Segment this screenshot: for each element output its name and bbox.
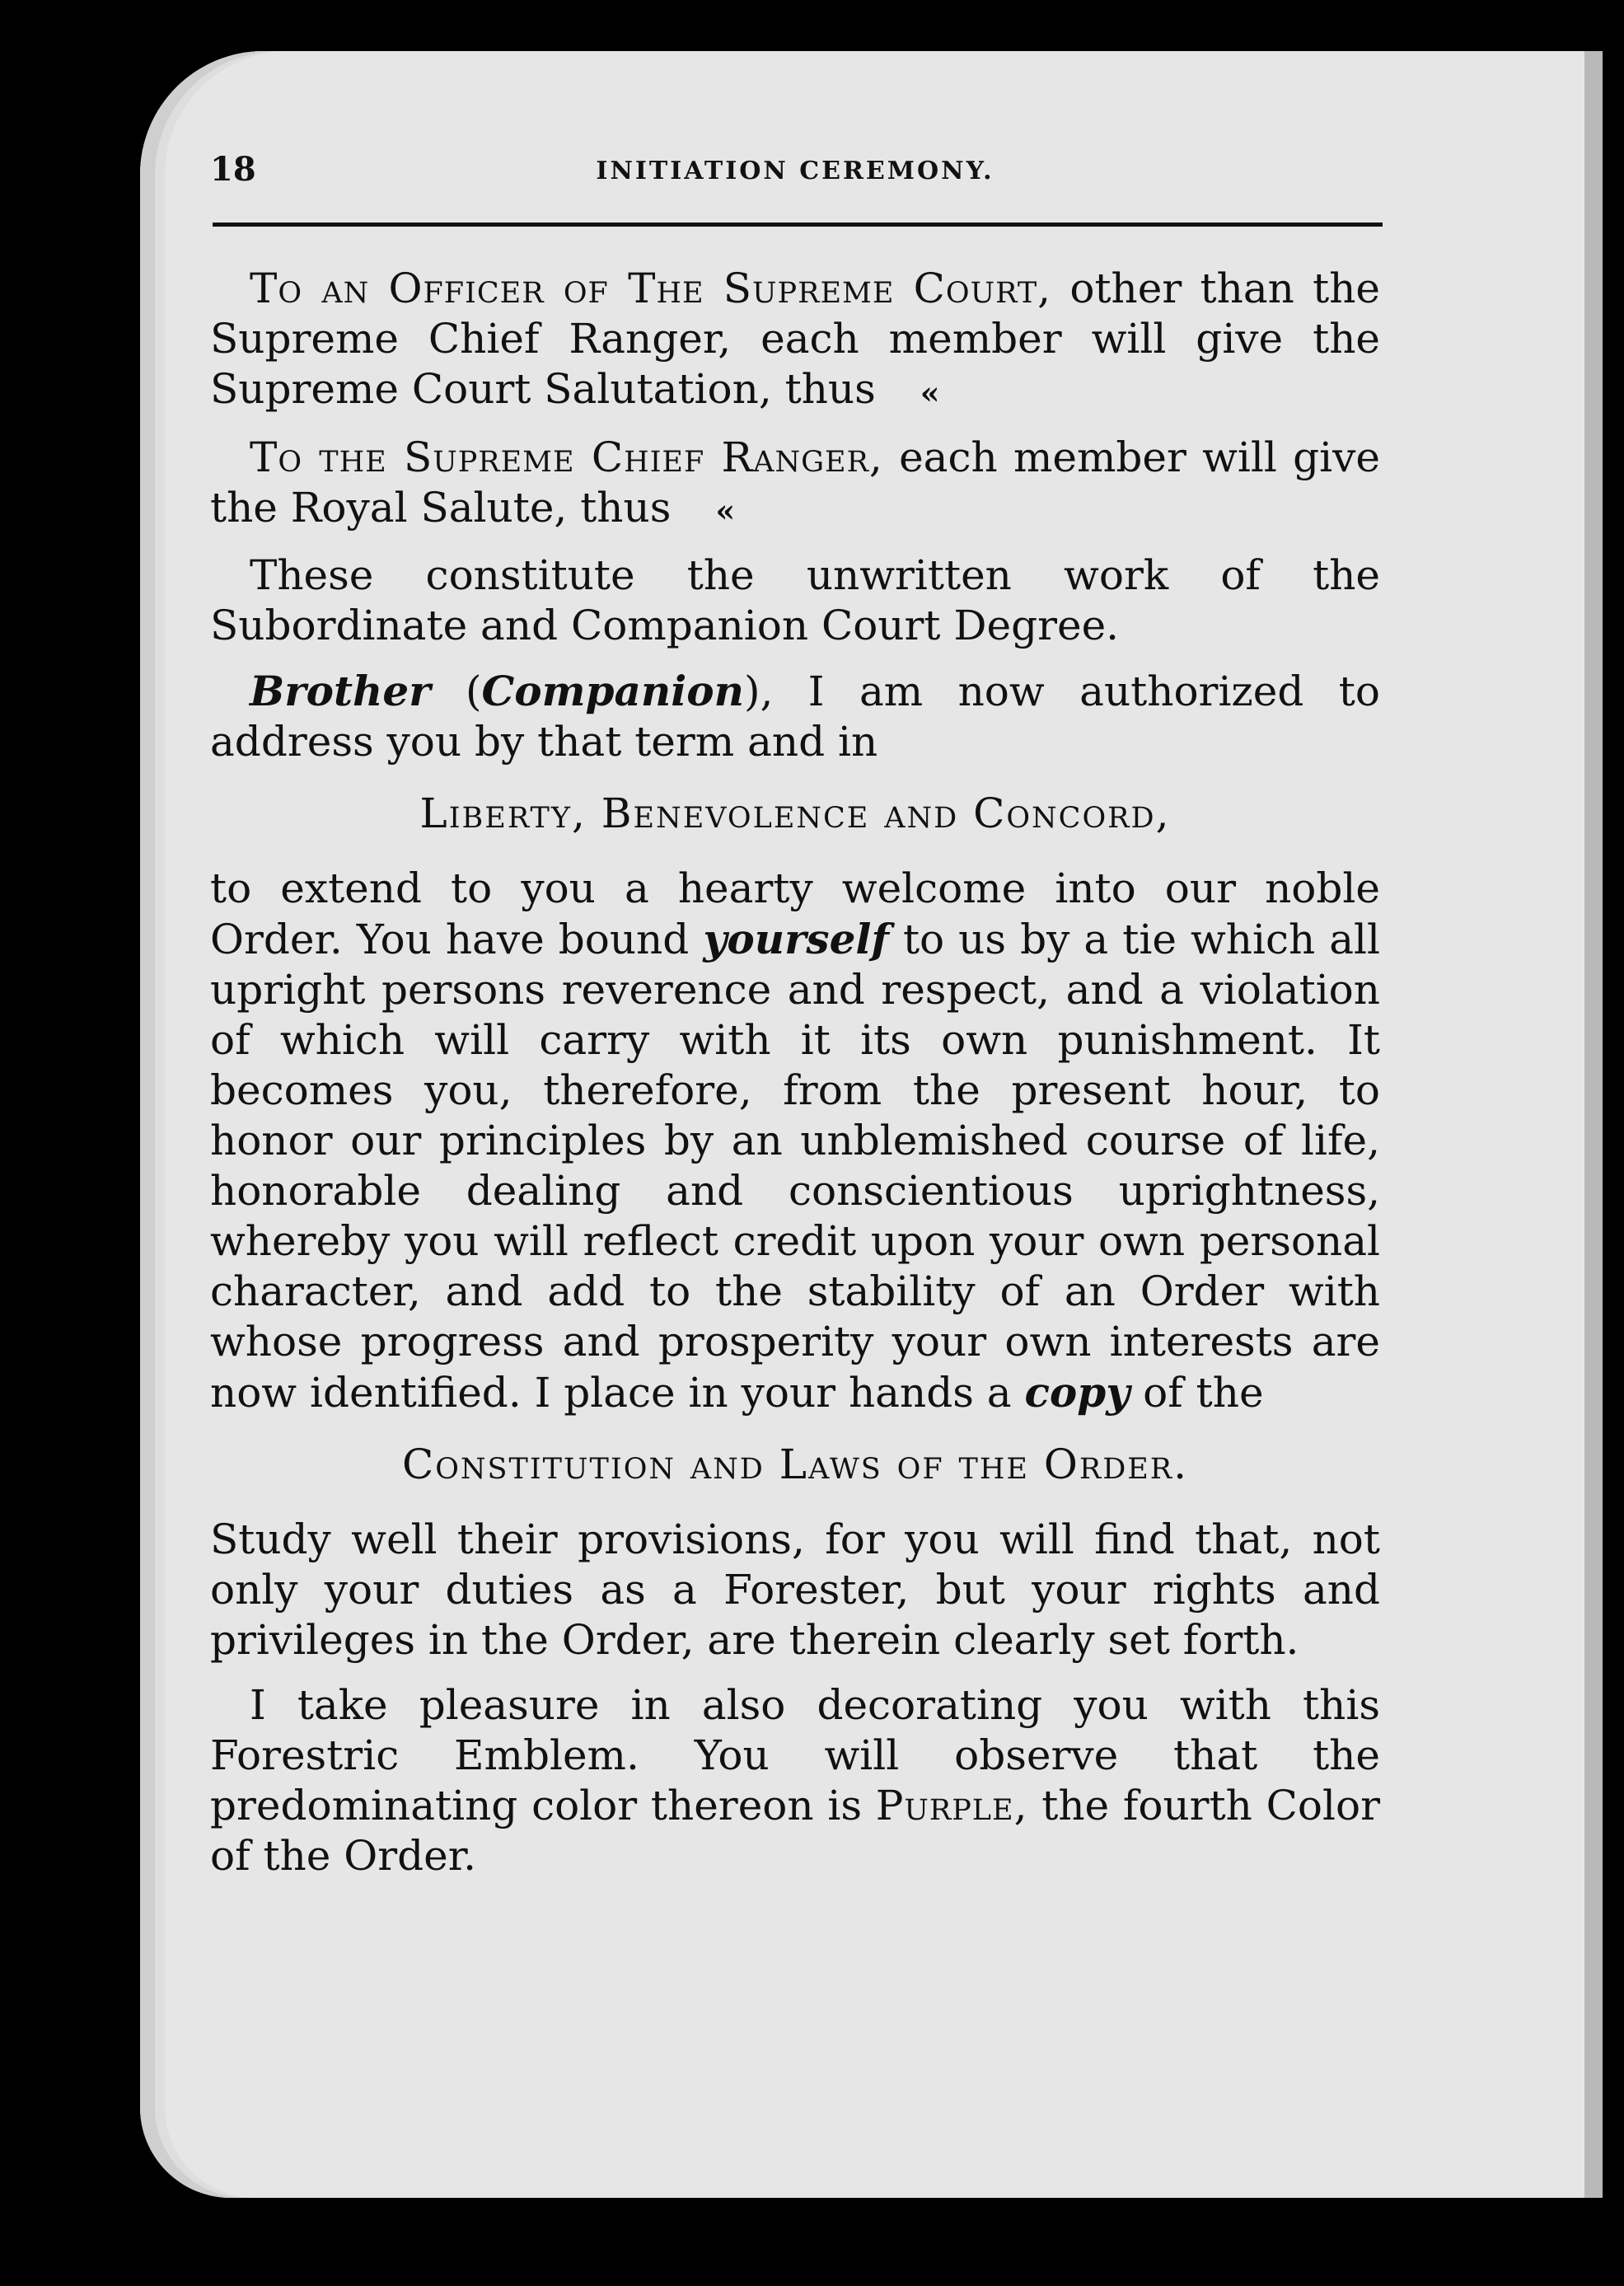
- paragraph-text: other than the Supreme Chief Ranger, each member will give the Supreme Court Salutation, thus: [210, 265, 1380, 413]
- header-rule: [213, 223, 1383, 227]
- constitution-heading: Constitution and Laws of the Order.: [401, 1440, 1189, 1488]
- paragraph-royal-salute: [210, 433, 1380, 536]
- motto-heading: Liberty, Benevolence and Concord,: [419, 789, 1171, 837]
- paragraph-address: Brother (Companion), I am now authorized to address you by that term and in: [210, 667, 1380, 766]
- page-edge: [1584, 51, 1603, 2198]
- running-head: INITIATION CEREMONY.: [596, 157, 995, 185]
- paragraph-text: each member will give the Royal Salute, thus: [210, 433, 1380, 532]
- page-header: [210, 150, 1380, 216]
- emphasis-yourself: yourself: [703, 915, 889, 963]
- paragraph-officer-salutation: [210, 264, 1380, 418]
- salute-mark: «: [715, 492, 736, 529]
- paragraph-study: Study well their provisions, for you will find that, not only your duties as a Forester, but your rights and privileges in the Order, are therein clearly set forth.: [210, 1515, 1380, 1664]
- ranger-title: To the Supreme Chief Ranger,: [250, 433, 883, 481]
- paragraph-welcome: to extend to you a hearty welcome into our noble Order. You have bound yourself to us by a tie which all upright persons reverence and respect, and a violation of which will carry with it its own punishment. It becomes you, therefore, from the present hour, to honor our principles by an unblemished course of life, honorable dealing and conscientious uprightness, whereby you will reflect credit upon your own personal character, and add to the stability of an Order with whose progress and prosperity your own interests are now identified. I place in your hands a copy of the: [210, 864, 1381, 1417]
- officer-title: To an Officer of The Supreme Court,: [250, 265, 1052, 312]
- companion-term: Companion: [481, 667, 744, 715]
- brother-term: Brother: [250, 667, 431, 715]
- salutation-mark: «: [920, 373, 940, 411]
- page-number: 18: [210, 150, 256, 189]
- body-text: [210, 264, 1380, 1896]
- paragraph-unwritten-work: These constitute the unwritten work of the Subordinate and Companion Court Degree.: [210, 551, 1380, 649]
- paragraph-emblem: I take pleasure in also decorating you with this Forestric Emblem. You will observe that the predominating color thereon is Purple, the fourth Color of the Order.: [210, 1681, 1380, 1880]
- emphasis-copy: copy: [1024, 1368, 1130, 1417]
- purple-term: Purple,: [875, 1782, 1028, 1829]
- paragraph-text: ), I am now authorized to address you by that term and in: [210, 668, 1380, 766]
